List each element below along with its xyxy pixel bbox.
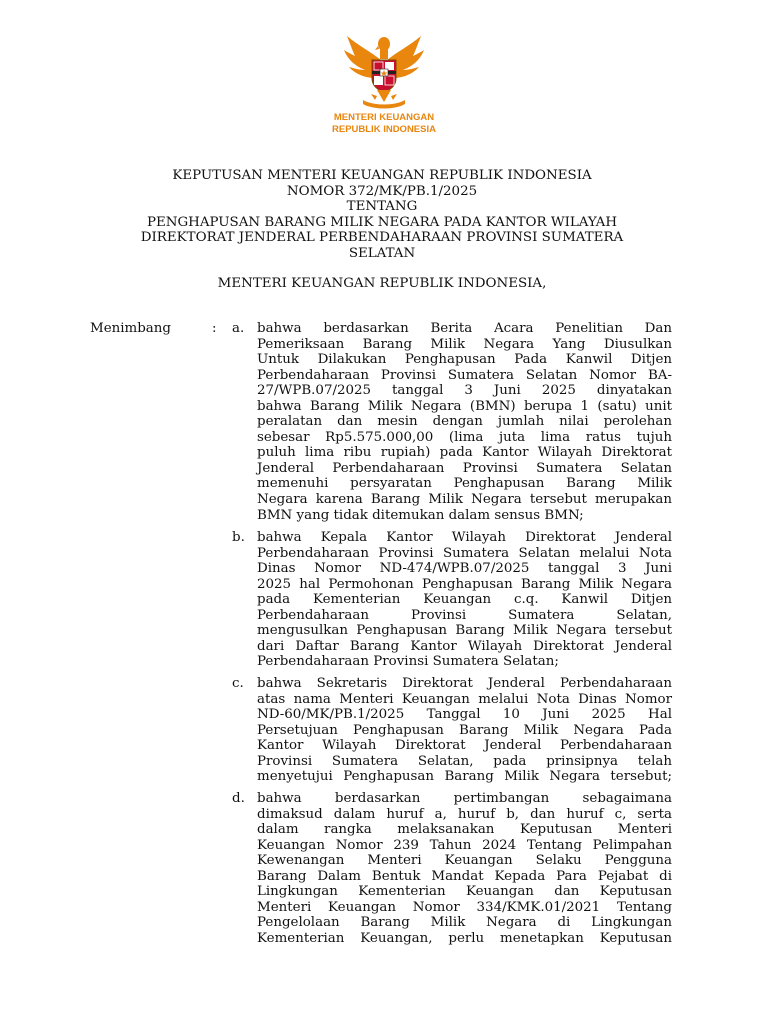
- item-line: bahwa Kepala Kantor Wilayah Direktorat Jenderal: [257, 530, 672, 545]
- item-line: pada Kementerian Keuangan c.q. Kanwil Ditjen: [257, 592, 672, 608]
- item-line: Barang Dalam Bentuk Mandat Kepada Para Pejabat di: [257, 868, 672, 884]
- considering-label: Menimbang: [90, 321, 171, 336]
- ministry-line-1: MENTERI KEUANGAN: [333, 112, 435, 123]
- item-line: dari Daftar Barang Kantor Wilayah Direktorat Jenderal: [257, 638, 672, 654]
- item-line: Kewenangan Menteri Keuangan Selaku Pengguna: [257, 853, 672, 869]
- item-mark-c: c.: [232, 676, 244, 691]
- item-line: bahwa Sekretaris Direktorat Jenderal Perbendaharaan: [257, 676, 672, 691]
- item-line: Negara karena Barang Milik Negara tersebut merupakan: [257, 492, 672, 508]
- item-line: 27/WPB.07/2025 tanggal 3 Juni 2025 dinyatakan: [257, 383, 672, 399]
- considering-colon: :: [212, 321, 217, 336]
- ministry-line-2: REPUBLIK INDONESIA: [332, 123, 436, 135]
- item-line: Perbendaharaan Provinsi Sumatera Selatan melalui Nota: [257, 545, 672, 561]
- item-mark-b: b.: [232, 530, 245, 545]
- item-line: peralatan dan mesin dengan jumlah nilai perolehan: [257, 414, 672, 430]
- item-line: BMN yang tidak ditemukan dalam sensus BMN;: [257, 507, 584, 523]
- item-d-text: [257, 791, 672, 946]
- item-line: memenuhi persyaratan Penghapusan Barang Milik: [257, 476, 672, 492]
- item-line: atas nama Menteri Keuangan melalui Nota Dinas Nomor: [257, 691, 672, 707]
- item-mark-a: a.: [232, 321, 245, 336]
- item-line: Jenderal Perbendaharaan Provinsi Sumatera Selatan: [257, 460, 672, 476]
- item-line: Dinas Nomor ND-474/WPB.07/2025 tanggal 3 Juni: [257, 561, 672, 577]
- item-line: Pengelolaan Barang Milik Negara di Lingkungan: [257, 915, 672, 931]
- item-line: bahwa berdasarkan pertimbangan sebagaimana: [257, 791, 672, 806]
- item-line: Perbendaharaan Provinsi Sumatera Selatan,: [257, 607, 672, 623]
- item-line: 2025 hal Permohonan Penghapusan Barang Milik Negara: [257, 576, 672, 592]
- item-line: Menteri Keuangan Nomor 334/KMK.01/2021 Tentang: [257, 899, 672, 915]
- title-line-1: KEPUTUSAN MENTERI KEUANGAN REPUBLIK INDONESIA: [172, 168, 592, 183]
- garuda-emblem-icon: [341, 30, 427, 110]
- item-line: Perbendaharaan Provinsi Sumatera Selatan;: [257, 654, 559, 670]
- item-line: dimaksud dalam huruf a, huruf b, dan huruf c, serta: [257, 806, 672, 822]
- title-line-4: PENGHAPUSAN BARANG MILIK NEGARA PADA KANTOR WILAYAH: [146, 214, 618, 230]
- item-line: bahwa berdasarkan Berita Acara Penelitian Dan: [257, 321, 672, 336]
- item-b-text: [257, 530, 672, 670]
- item-line: Keuangan Nomor 239 Tahun 2024 Tentang Pelimpahan: [257, 837, 672, 853]
- decree-title: [90, 168, 674, 262]
- title-line-3: TENTANG: [346, 199, 418, 215]
- item-line: Persetujuan Penghapusan Barang Milik Negara Pada: [257, 722, 672, 738]
- item-a-text: [257, 321, 672, 523]
- title-line-6: SELATAN: [348, 245, 416, 261]
- item-line: Kantor Wilayah Direktorat Jenderal Perbendaharaan: [257, 738, 672, 754]
- item-line: Perbendaharaan Provinsi Sumatera Selatan Nomor BA-: [257, 367, 672, 383]
- ministry-wordmark: [294, 112, 474, 135]
- title-line-5: DIREKTORAT JENDERAL PERBENDAHARAAN PROVINSI SUMATERA: [140, 230, 624, 246]
- item-line: Lingkungan Kementerian Keuangan dan Keputusan: [257, 884, 672, 900]
- item-line: dalam rangka melaksanakan Keputusan Menteri: [257, 822, 672, 838]
- item-line: Pemeriksaan Barang Milik Negara Yang Diusulkan: [257, 336, 672, 352]
- item-line: Kementerian Keuangan, perlu menetapkan Keputusan: [257, 930, 672, 946]
- item-line: mengusulkan Penghapusan Barang Milik Negara tersebut: [257, 623, 672, 639]
- item-line: Provinsi Sumatera Selatan, pada prinsipnya telah: [257, 753, 672, 769]
- item-mark-d: d.: [232, 791, 245, 806]
- item-line: ND-60/MK/PB.1/2025 Tanggal 10 Juni 2025 Hal: [257, 707, 672, 723]
- item-line: Untuk Dilakukan Penghapusan Pada Kanwil Ditjen: [257, 352, 672, 368]
- item-line: menyetujui Penghapusan Barang Milik Negara tersebut;: [257, 769, 672, 785]
- opening-line: MENTERI KEUANGAN REPUBLIK INDONESIA,: [217, 276, 547, 291]
- item-line: sebesar Rp5.575.000,00 (lima juta lima ratus tujuh: [257, 429, 672, 445]
- item-line: puluh lima ribu rupiah) pada Kantor Wilayah Direktorat: [257, 445, 672, 461]
- title-line-2: NOMOR 372/MK/PB.1/2025: [286, 183, 478, 199]
- item-c-text: [257, 676, 672, 785]
- item-line: bahwa Barang Milik Negara (BMN) berupa 1 (satu) unit: [257, 398, 672, 414]
